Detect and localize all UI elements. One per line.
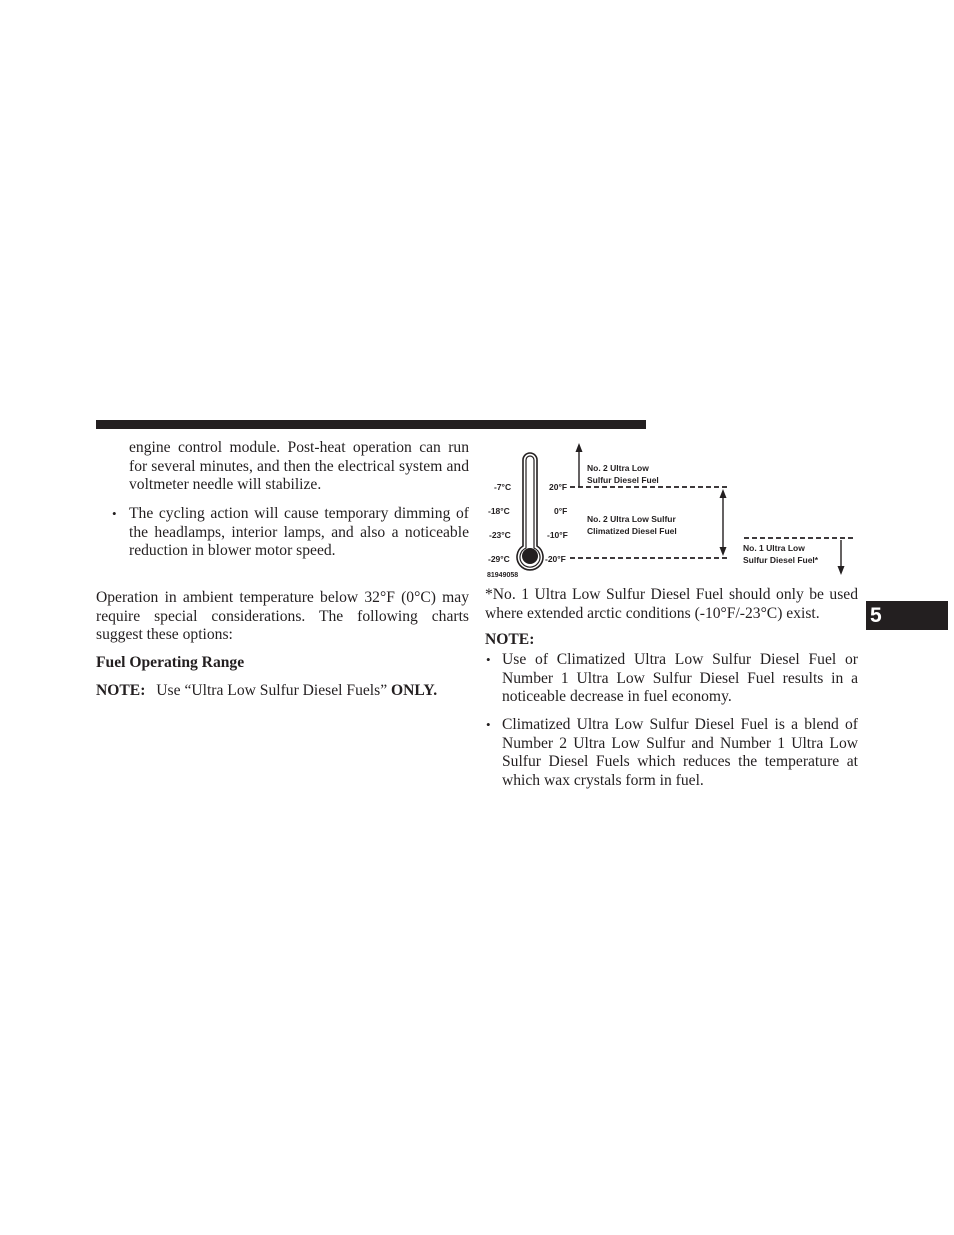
list-item-text: Climatized Ultra Low Sulfur Diesel Fuel is a blend of Number 2 Ultra Low Sulfur and Number 1 Ultra Low Sulfur Diesel Fuels which reduces the temperature at which wax crystals form in fuel. xyxy=(502,716,858,790)
fuel-temperature-figure xyxy=(484,440,860,582)
down-arrow-icon xyxy=(838,540,845,575)
list-item-text: Use of Climatized Ultra Low Sulfur Diesel Fuel or Number 1 Ultra Low Sulfur Diesel Fuel results in a noticeable decrease in fuel economy. xyxy=(502,651,858,706)
note-line xyxy=(96,682,469,701)
fuel-climatized-label: Climatized Diesel Fuel xyxy=(587,526,677,536)
fuel-no1-label: No. 1 Ultra Low xyxy=(743,543,805,553)
fuel-climatized-label: No. 2 Ultra Low Sulfur xyxy=(587,514,676,524)
fuel-temperature-diagram xyxy=(484,440,860,582)
bullet-icon: • xyxy=(486,717,491,732)
fahrenheit-label: -20°F xyxy=(545,554,566,564)
header-rule xyxy=(96,420,646,429)
list-item xyxy=(486,716,858,792)
bullet-cycling-text: The cycling action will cause temporary dimming of the headlamps, interior lamps, and also a noticeable reduction in blower motor speed. xyxy=(129,505,469,560)
celsius-label: -29°C xyxy=(488,554,510,564)
note-heading: NOTE: xyxy=(485,631,535,648)
double-arrow-icon xyxy=(720,489,727,556)
fuel-operating-range-heading: Fuel Operating Range xyxy=(96,654,245,671)
note-label: NOTE: xyxy=(96,682,146,699)
note-text: Use “Ultra Low Sulfur Diesel Fuels” xyxy=(156,682,388,699)
figure-id: 81949058 xyxy=(487,572,519,579)
fuel-no2-label: Sulfur Diesel Fuel xyxy=(587,475,659,485)
list-item xyxy=(486,651,858,711)
ambient-paragraph: Operation in ambient temperature below 32°F (0°C) may require special considerations. The following charts suggest these options: xyxy=(96,589,469,644)
bullet-icon: • xyxy=(112,506,117,521)
fahrenheit-label: -10°F xyxy=(547,530,568,540)
fuel-no1-label: Sulfur Diesel Fuel* xyxy=(743,555,819,565)
fuel-no2-label: No. 2 Ultra Low xyxy=(587,463,649,473)
fahrenheit-label: 0°F xyxy=(554,506,568,516)
bullet-icon: • xyxy=(486,652,491,667)
bullet-cycling xyxy=(112,505,469,565)
up-arrow-icon xyxy=(576,443,583,487)
continuation-paragraph: engine control module. Post-heat operation can run for several minutes, and then the electrical system and voltmeter needle will stabilize. xyxy=(129,439,469,494)
thermometer-icon xyxy=(517,453,543,570)
chapter-tab: 5 xyxy=(866,601,948,630)
celsius-label: -18°C xyxy=(488,506,510,516)
celsius-label: -7°C xyxy=(494,482,512,492)
note-emphasis: ONLY. xyxy=(391,682,438,699)
celsius-label: -23°C xyxy=(489,530,511,540)
fahrenheit-label: 20°F xyxy=(549,482,568,492)
footnote-paragraph: *No. 1 Ultra Low Sulfur Diesel Fuel should only be used where extended arctic conditions (-10°F/-23°C) exist. xyxy=(485,586,858,622)
